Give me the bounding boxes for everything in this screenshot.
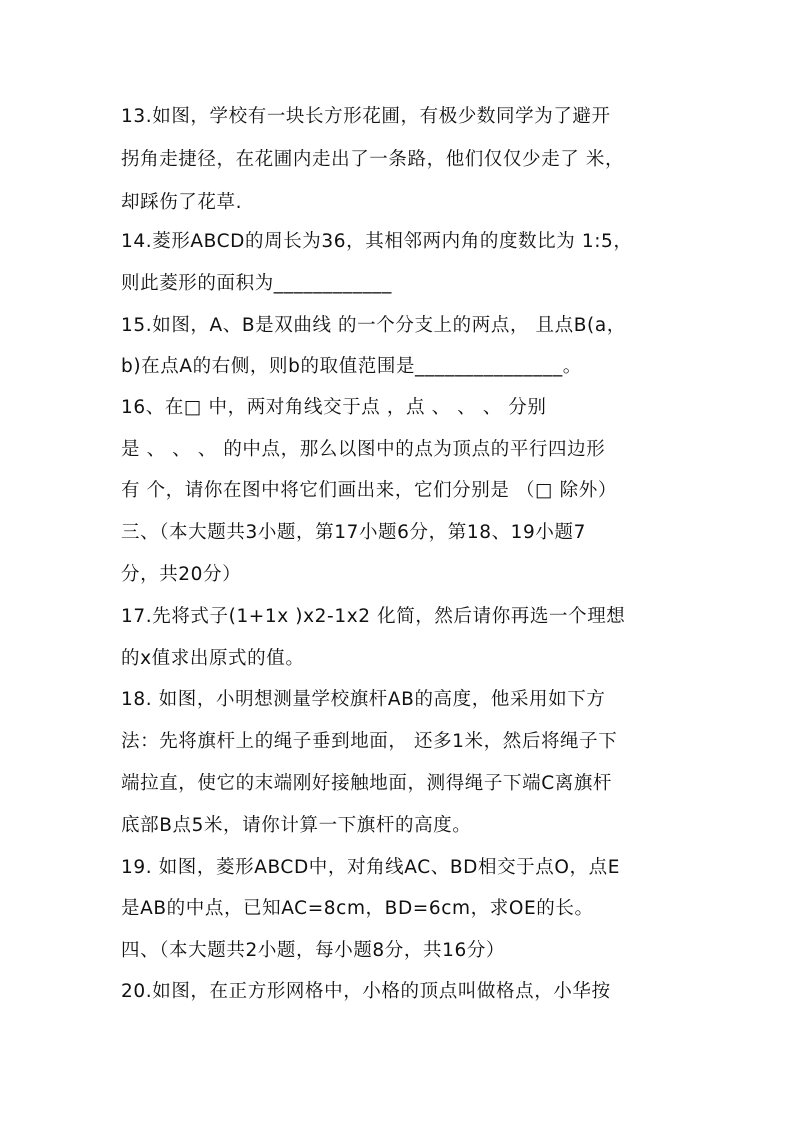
text-line: 拐角走捷径，在花圃内走出了一条路，他们仅仅少走了 米， — [121, 149, 625, 170]
text-line: 端拉直，使它的末端刚好接触地面，测得绳子下端C离旗杆 — [121, 773, 613, 794]
text-line: 法：先将旗杆上的绳子垂到地面， 还多1米，然后将绳子下 — [121, 731, 618, 752]
text-line: 的x值求出原式的值。 — [121, 648, 305, 669]
text-line: 底部B点5米，请你计算一下旗杆的高度。 — [121, 815, 472, 836]
text-line: 16、在□ 中，两对角线交于点 ，点 、 、 、 分别 — [121, 397, 547, 418]
text-line: 分，共20分） — [121, 564, 242, 585]
text-line: 18. 如图，小明想测量学校旗杆AB的高度，他采用如下方 — [121, 689, 606, 710]
text-line: 17.先将式子(1+1x )x2-1x2 化简，然后请你再选一个理想 — [121, 606, 626, 627]
text-line: 却踩伤了花草. — [121, 192, 243, 213]
text-line: 20.如图，在正方形网格中，小格的顶点叫做格点，小华按 — [121, 981, 611, 1002]
text-line: 13.如图，学校有一块长方形花圃，有极少数同学为了避开 — [121, 106, 611, 127]
text-line: 14.菱形ABCD的周长为36，其相邻两内角的度数比为 1:5， — [121, 231, 633, 252]
text-line: 15.如图，A、B是双曲线 的一个分支上的两点， 且点B(a， — [121, 315, 626, 336]
text-line: 三、（本大题共3小题，第17小题6分，第18、19小题7 — [121, 522, 586, 543]
text-line: b)在点A的右侧，则b的取值范围是_______________。 — [121, 356, 582, 377]
text-line: 是 、 、 、 的中点，那么以图中的点为顶点的平行四边形 — [121, 439, 606, 460]
text-line: 四、（本大题共2小题，每小题8分，共16分） — [121, 940, 506, 961]
text-line: 是AB的中点，已知AC=8cm，BD=6cm，求OE的长。 — [121, 898, 594, 919]
text-line: 有 个，请你在图中将它们画出来，它们分别是 （□ 除外） — [121, 480, 617, 501]
text-line: 19. 如图，菱形ABCD中，对角线AC、BD相交于点O，点E — [121, 857, 621, 878]
text-line: 则此菱形的面积为____________ — [121, 273, 393, 294]
